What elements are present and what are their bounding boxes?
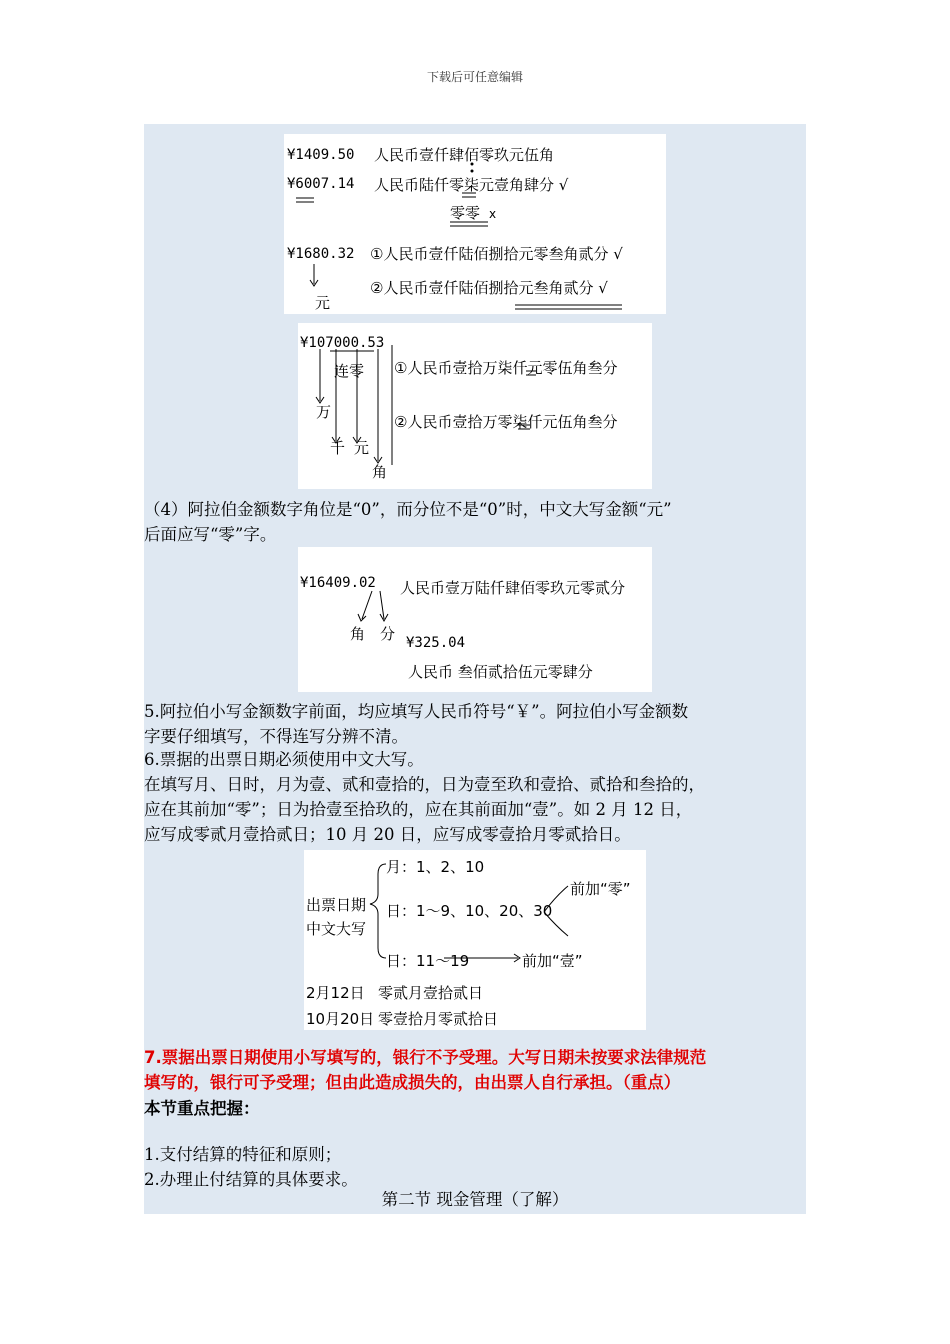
amount-325: ¥325.04 (406, 635, 466, 651)
para-line: 字要仔细填写，不得连写分辨不清。 (144, 727, 408, 746)
para-line: 应在其前加“零”；日为拾壹至拾玖的，应在其前面加“壹”。如 2 月 12 日， (144, 800, 693, 819)
amount-6007: ¥6007.14 (287, 176, 355, 192)
yuan-label: 元 (354, 439, 370, 457)
para-line: 应写成零贰月壹拾贰日；10 月 20 日，应写成零壹拾月零贰拾日。 (144, 825, 631, 844)
fen-label: 分 (380, 625, 396, 643)
amount-1409: ¥1409.50 (287, 147, 355, 163)
zero-zero-wrong: 零零 (450, 204, 481, 222)
amount-1680: ¥1680.32 (287, 246, 355, 262)
figure-brackets (304, 850, 646, 1030)
amount-107000: ¥107000.53 (300, 335, 385, 351)
month-rule: 月：1、2、10 (386, 858, 485, 876)
example-2-text: 零壹拾月零贰拾日 (378, 1010, 499, 1028)
wrong-mark: x (489, 207, 497, 221)
uppercase-1409: 人民币壹仟肆佰零玖元伍角 (374, 146, 555, 164)
focus-list (144, 1142, 806, 1192)
section-title: 第二节 现金管理（了解） (381, 1190, 569, 1209)
uppercase-16409: 人民币壹万陆仟肆佰零玖元零贰分 (400, 579, 626, 597)
page-header: 下载后可任意编辑 (426, 70, 523, 84)
para-line: 后面应写“零”字。 (144, 525, 277, 544)
uppercase-107000-option-2: ②人民币壹拾万零柒仟元伍角叁分 (394, 413, 618, 431)
date-title-line-2: 中文大写 (306, 920, 367, 938)
paragraph-6 (144, 747, 806, 847)
figure-zero-jiao (298, 547, 652, 692)
example-1-date: 2月12日 (306, 984, 365, 1002)
wan-label: 万 (316, 403, 332, 421)
example-2-date: 10月20日 (306, 1010, 375, 1028)
uppercase-1680-option-2: ②人民币壹仟陆佰捌拾元叁角贰分 √ (370, 279, 608, 297)
example-1-text: 零贰月壹拾贰日 (378, 984, 484, 1002)
uppercase-1680-option-1: ①人民币壹仟陆佰捌拾元零叁角贰分 √ (370, 245, 623, 263)
add-zero-label: 前加“零” (570, 880, 631, 898)
para-line: 填写的，银行可予受理；但由此造成损失的，由出票人自行承担。（重点） (144, 1073, 681, 1092)
para-line: （4）阿拉伯金额数字角位是“0”，而分位不是“0”时，中文大写金额“元” (144, 500, 672, 519)
para-line: 5.阿拉伯小写金额数字前面，均应填写人民币符号“￥”。阿拉伯小写金额数 (144, 702, 689, 721)
figure-date-rules (304, 850, 646, 1030)
date-title-line-1: 出票日期 (306, 896, 367, 914)
jiao-label: 角 (350, 625, 366, 643)
uppercase-325: 人民币 叁佰贰拾伍元零肆分 (408, 663, 593, 681)
add-one-label: 前加“壹” (522, 952, 583, 970)
day-rule-1: 日：1～9、10、20、30 (386, 902, 553, 920)
focus-title: 本节重点把握： (144, 1099, 260, 1118)
paragraph-7-key-point (144, 1045, 806, 1095)
content-area (144, 124, 806, 1214)
day-rule-2: 日：11～19 (386, 952, 470, 970)
figure-consecutive-zero (298, 323, 652, 489)
figure-amount-examples (284, 134, 666, 314)
paragraph-5 (144, 699, 806, 749)
consecutive-zero-label: 连零 (334, 362, 365, 380)
uppercase-6007: 人民币陆仟零柒元壹角肆分 √ (374, 176, 569, 194)
jiao-label: 角 (372, 463, 388, 481)
para-line: 6.票据的出票日期必须使用中文大写。 (144, 750, 424, 769)
amount-16409: ¥16409.02 (300, 575, 376, 591)
yuan-label: 元 (315, 294, 331, 312)
list-item: 2.办理止付结算的具体要求。 (144, 1170, 358, 1189)
uppercase-107000-option-1: ①人民币壹拾万柒仟元零伍角叁分 (394, 359, 618, 377)
list-item: 1.支付结算的特征和原则； (144, 1145, 342, 1164)
qian-label: 千 (330, 439, 346, 457)
paragraph-4 (144, 497, 806, 547)
para-line: 在填写月、日时，月为壹、贰和壹拾的，日为壹至玖和壹拾、贰拾和叁拾的， (144, 775, 705, 794)
para-line: 7.票据出票日期使用小写填写的，银行不予受理。大写日期未按要求法律规范 (144, 1048, 707, 1067)
